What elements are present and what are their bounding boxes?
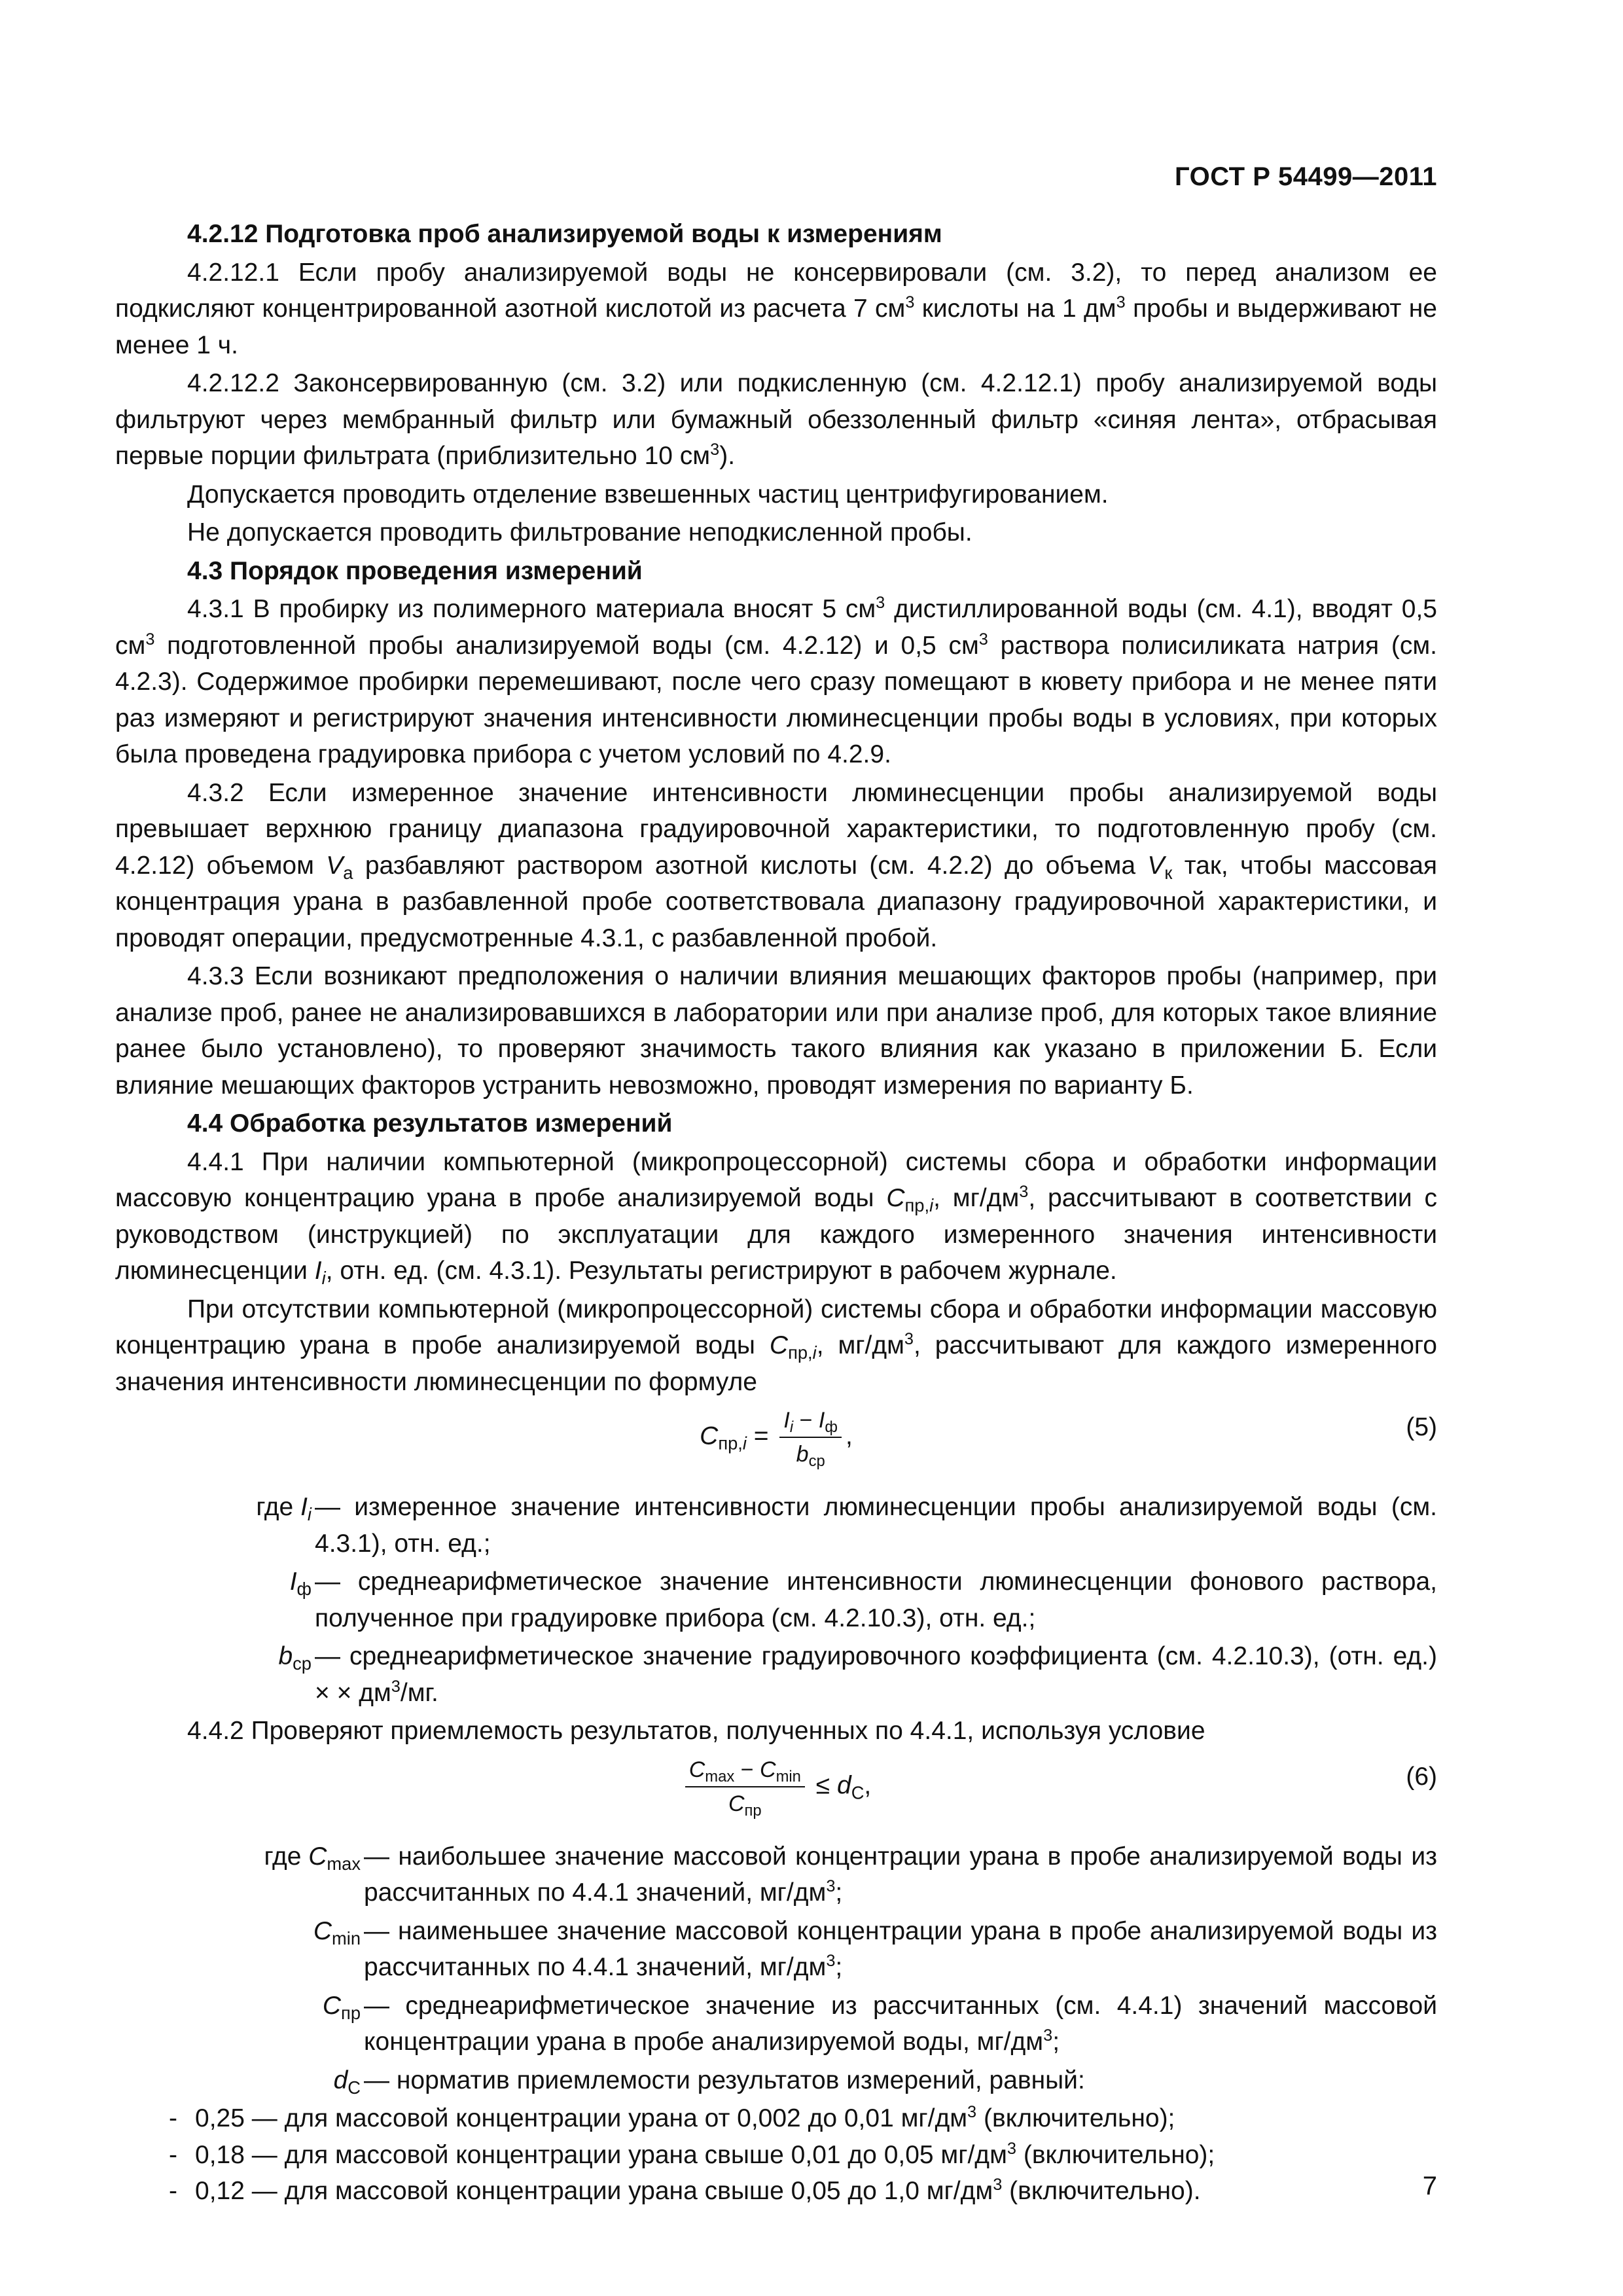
section-heading-4-4: 4.4 Обработка результатов измерений <box>187 1109 673 1138</box>
formula-6-definitions <box>115 1839 1437 2099</box>
definition-Iph: $I_ф$ — среднеарифметическое значение интенсивности люминесценции фонового раствора, полученное при градуировке прибора (см. 4.2.10.3), отн. ед.; <box>289 1568 1437 1632</box>
paragraph-4-4-1: 4.4.1 При наличии компьютерной (микропроцессорной) системы сбора и обработки информации массовую концентрацию урана в пробе анализируемой воды $C_{пр,i}$, $мг/дм^3$, рассчитывают в соответствии с руководством (инструкцией) по эксплуатации для каждого измеренного значения интенсивности люминесценции $I_i$, отн. ед. (см. 4.3.1). Результаты регистрируют в рабочем журнале. <box>115 1147 1438 1289</box>
definition-Ii: где $I_i$ — измеренное значение интенсивности люминесценции пробы анализируемой воды (см. 4.3.1), отн. ед.; <box>256 1493 1437 1558</box>
list-item: - 0,25 — для массовой концентрации урана от 0,002 до 0,01 $мг/дм^3$ (включительно); <box>169 2103 1175 2132</box>
paragraph-4-2-12-2: 4.2.12.2 Законсервированную (см. 3.2) или подкисленную (см. 4.2.12.1) пробу анализируемой воды фильтруют через мембранный фильтр или бумажный обеззоленный фильтр «синяя лента», отбрасывая первые порции фильтрата (приблизительно 10 $см^3$). <box>115 369 1437 470</box>
paragraph-filtration-note: Не допускается проводить фильтрование неподкисленной пробы. <box>187 518 972 547</box>
page-number: 7 <box>1422 2172 1437 2200</box>
formula-5-definitions <box>115 1489 1437 1711</box>
paragraph-centrifuge: Допускается проводить отделение взвешенных частиц центрифугированием. <box>187 480 1109 509</box>
formula-6 <box>115 1755 1437 1833</box>
list-item: - 0,18 — для массовой концентрации урана свыше 0,01 до 0,05 $мг/дм^3$ (включительно); <box>169 2139 1215 2169</box>
acceptance-norm-list <box>115 2100 1437 2210</box>
body-text <box>115 216 1437 2210</box>
list-item: - 0,12 — для массовой концентрации урана свыше 0,05 до 1,0 $мг/дм^3$ (включительно). <box>169 2176 1201 2205</box>
formula-5-number: (5) <box>1406 1413 1437 1441</box>
formula-5-fraction: $\frac{I_i - I_ф}{b_{ср}}$ <box>779 1405 842 1469</box>
formula-6-fraction: $\frac{C_{max} - C_{min}}{C_{пр}}$ <box>685 1755 805 1819</box>
definition-Cmax: где $C_{max}$ — наибольшее значение массовой концентрации урана в пробе анализируемой воды из рассчитанных по 4.4.1 значений, $мг/дм^3$; <box>264 1842 1437 1907</box>
definition-Cmin: $C_{min}$ — наименьшее значение массовой концентрации урана в пробе анализируемой воды из рассчитанных по 4.4.1 значений, $мг/дм^3$; <box>313 1916 1437 1981</box>
paragraph-4-4-2: 4.4.2 Проверяют приемлемость результатов, полученных по 4.4.1, используя условие <box>187 1717 1205 1745</box>
paragraph-no-computer: При отсутствии компьютерной (микропроцессорной) системы сбора и обработки информации массовую концентрацию урана в пробе анализируемой воды $C_{пр,i}$, $мг/дм^3$, рассчитывают для каждого измеренного значения интенсивности люминесценции по формуле <box>115 1295 1437 1396</box>
paragraph-4-3-3: 4.3.3 Если возникают предположения о наличии влияния мешающих факторов пробы (например, при анализе проб, ранее не анализировавшихся в лаборатории или при анализе проб, для которых такое влияние ранее было установлено), то проверяют значимость такого влияния как указано в приложении Б. Если влияние мешающих факторов устранить невозможно, проводят измерения по варианту Б. <box>115 962 1437 1100</box>
section-heading-4-2-12: 4.2.12 Подготовка проб анализируемой воды к измерениям <box>187 220 942 248</box>
definition-dC: $d_C$ — норматив приемлемости результатов измерений, равный: <box>333 2066 1085 2098</box>
section-heading-4-3: 4.3 Порядок проведения измерений <box>187 556 643 585</box>
paragraph-4-3-2: 4.3.2 Если измеренное значение интенсивности люминесценции пробы анализируемой воды превышает верхнюю границу диапазона градуировочной характеристики, то подготовленную пробу (см. 4.2.12) объемом $V_а$ разбавляют раствором азотной кислоты (см. 4.2.2) до объема $V_к$ так, чтобы массовая концентрация урана в разбавленной пробе соответствовала диапазону градуировочной характеристики, и проводят операции, предусмотренные 4.3.1, с разбавленной пробой. <box>115 778 1437 952</box>
definition-Cpr: $C_{пр}$ — среднеарифметическое значение из рассчитанных (см. 4.4.1) значений массовой концентрации урана в пробе анализируемой воды, $мг/дм^3$; <box>322 1991 1437 2056</box>
formula-5-expression: $C_{пр,i}$ = $\frac{I_i - I_ф}{b_{ср}}$ , <box>115 1405 1437 1469</box>
definition-bcp: $b_{ср}$ — среднеарифметическое значение градуировочного коэффициента (см. 4.2.10.3), (отн. ед.) × × $дм^3/мг$. <box>278 1642 1437 1707</box>
paragraph-4-3-1: 4.3.1 В пробирку из полимерного материала вносят 5 $см^3$ дистиллированной воды (см. 4.1), вводят 0,5 $см^3$ подготовленной пробы анализируемой воды (см. 4.2.12) и 0,5 $см^3$ раствора полисиликата натрия (см. 4.2.3). Содержимое пробирки перемешивают, после чего сразу помещают в кювету прибора и не менее пяти раз измеряют и регистрируют значения интенсивности люминесценции пробы воды в условиях, при которых была проведена градуировка прибора с учетом условий по 4.2.9. <box>115 594 1437 768</box>
paragraph-4-2-12-1: 4.2.12.1 Если пробу анализируемой воды не консервировали (см. 3.2), то перед анализом ее подкисляют концентрированной азотной кислотой из расчета 7 $см^3$ кислоты на 1 $дм^3$ пробы и выдерживают не менее 1 ч. <box>115 258 1437 359</box>
formula-6-number: (6) <box>1406 1762 1437 1791</box>
formula-5 <box>115 1405 1437 1484</box>
standard-designation: ГОСТ Р 54499—2011 <box>1175 162 1437 191</box>
formula-6-expression: $\frac{C_{max} - C_{min}}{C_{пр}}$ ≤ $d_C$, <box>115 1755 1437 1819</box>
